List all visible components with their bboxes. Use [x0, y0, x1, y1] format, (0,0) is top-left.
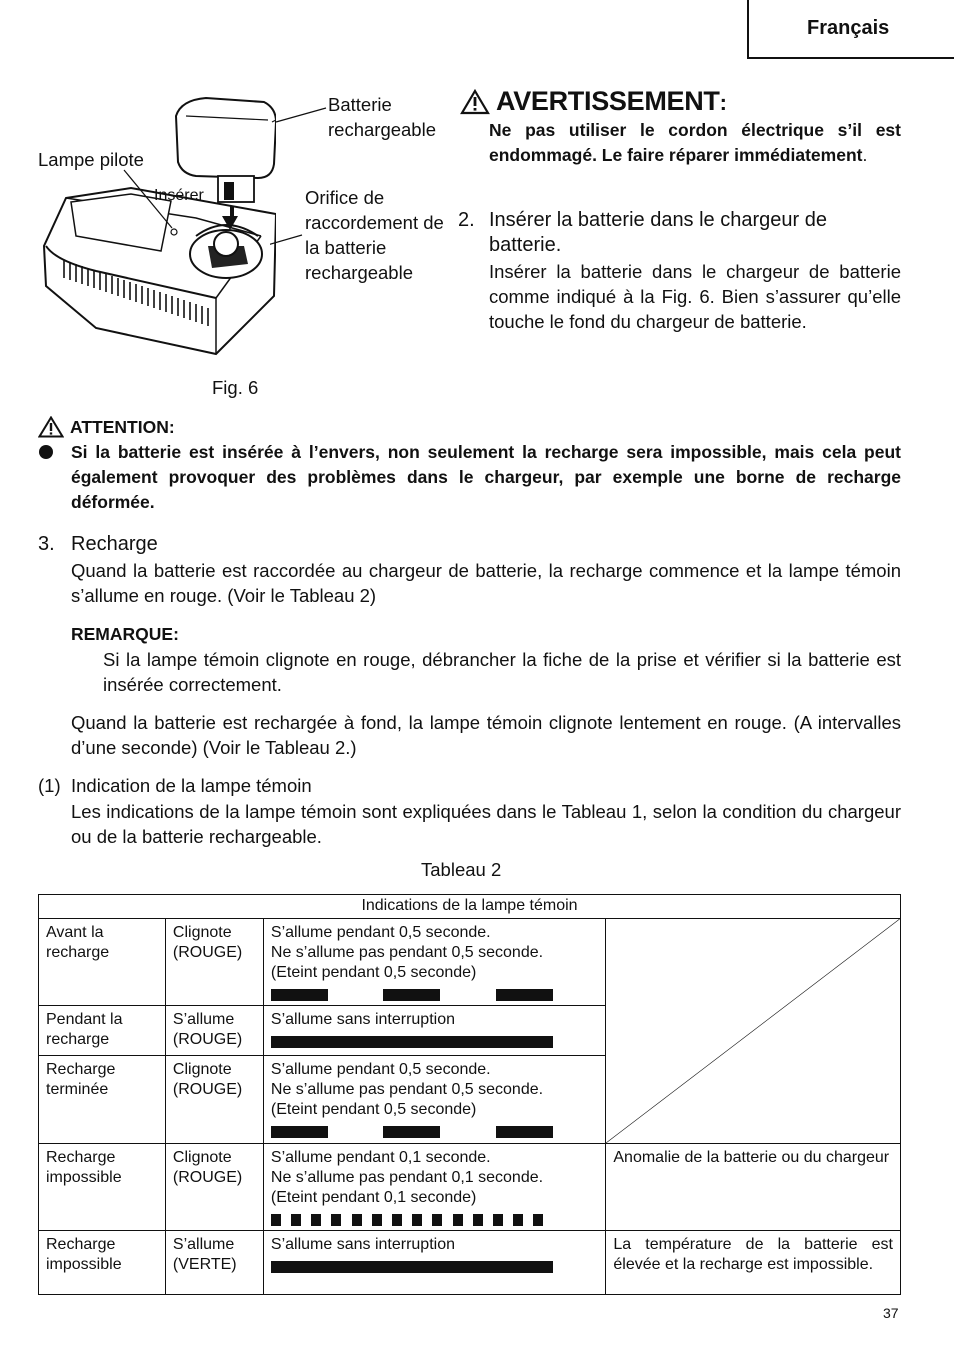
lamp-on-segment	[432, 1214, 442, 1226]
charger-illustration	[36, 86, 276, 366]
note-text: Si la lampe témoin clignote en rouge, débrancher la fiche de la prise et vérifier si la batterie est insérée correctement.	[103, 649, 901, 695]
lamp-on-segment	[271, 1036, 553, 1048]
sub1-title: Indication de la lampe témoin	[71, 775, 312, 796]
lamp-pattern	[271, 989, 598, 1001]
step2-number: 2.	[458, 209, 475, 231]
desc-cell: S’allume pendant 0,5 seconde. Ne s’allume pas pendant 0,5 seconde. (Eteint pendant 0,5 seconde)	[263, 1056, 605, 1144]
step2-body: Insérer la batterie dans le chargeur de batterie comme indiqué à la Fig. 6. Bien s’assurer qu’elle touche le fond du chargeur de batterie.	[489, 261, 901, 332]
diagonal-line	[606, 919, 900, 1143]
lamp-on-segment	[352, 1214, 362, 1226]
warning-triangle-icon	[38, 416, 64, 438]
table-header-row	[39, 895, 901, 919]
lamp-on-segment	[271, 1214, 281, 1226]
page-number: 37	[883, 1305, 899, 1321]
sub1-body: Les indications de la lampe témoin sont expliquées dans le Tableau 1, selon la condition du chargeur ou de la batterie rechargeable.	[71, 801, 901, 847]
lamp-on-segment	[271, 989, 328, 1001]
lamp-cell: S’allume (VERTE)	[165, 1231, 263, 1295]
state-cell: Avant la recharge	[39, 919, 166, 1006]
attention-title: ATTENTION:	[38, 416, 175, 438]
table-row	[39, 919, 901, 1006]
lamp-on-segment	[473, 1214, 483, 1226]
state-cell: Recharge impossible	[39, 1144, 166, 1231]
language-label: Français	[807, 17, 890, 39]
lamp-indication-table	[38, 894, 901, 1295]
lamp-on-segment	[291, 1214, 301, 1226]
lamp-pattern	[271, 1214, 598, 1226]
desc-cell: S’allume pendant 0,5 seconde. Ne s’allume pas pendant 0,5 seconde. (Eteint pendant 0,5 seconde)	[263, 919, 605, 1006]
table-row	[39, 1231, 901, 1295]
lamp-on-segment	[496, 989, 553, 1001]
attention-text: Si la batterie est insérée à l’envers, non seulement la recharge sera impossible, mais cela peut également provoquer des problèmes dans le chargeur, par exemple une borne de recharge déformée.	[71, 442, 901, 512]
empty-diagonal-cell	[606, 919, 901, 1144]
language-tab	[747, 0, 954, 59]
step3-body: Quand la batterie est raccordée au chargeur de batterie, la recharge commence et la lampe témoin s’allume en rouge. (Voir le Tableau 2)	[71, 560, 901, 606]
lamp-on-segment	[271, 1126, 328, 1138]
note-cell: La température de la batterie est élevée et la recharge est impossible.	[606, 1231, 901, 1295]
step3-number: 3.	[38, 533, 55, 555]
note-cell: Anomalie de la batterie ou du chargeur	[606, 1144, 901, 1231]
port-label: Orifice de raccordement de la batterie rechargeable	[305, 187, 444, 283]
step3-title: Recharge	[71, 533, 158, 555]
lamp-on-segment	[412, 1214, 422, 1226]
desc-cell: S’allume sans interruption	[263, 1231, 605, 1295]
table-row	[39, 1144, 901, 1231]
lamp-on-segment	[311, 1214, 321, 1226]
warning-triangle-icon	[460, 89, 490, 115]
lamp-on-segment	[496, 1126, 553, 1138]
warning-title: AVERTISSEMENT:	[460, 86, 727, 117]
table-header: Indications de la lampe témoin	[39, 895, 901, 919]
lamp-pattern	[271, 1036, 598, 1048]
sub1-number: (1)	[38, 775, 61, 796]
desc-cell: S’allume pendant 0,1 seconde. Ne s’allume pas pendant 0,1 seconde. (Eteint pendant 0,1 seconde)	[263, 1144, 605, 1231]
bullet-icon	[39, 445, 53, 459]
step3-body2: Quand la batterie est rechargée à fond, la lampe témoin clignote lentement en rouge. (A intervalles d’une seconde) (Voir le Tableau 2.)	[71, 712, 901, 758]
lamp-on-segment	[392, 1214, 402, 1226]
table-caption: Tableau 2	[421, 859, 502, 880]
lamp-on-segment	[383, 1126, 440, 1138]
lamp-on-segment	[493, 1214, 503, 1226]
step2-title: Insérer la batterie dans le chargeur de batterie.	[489, 209, 827, 256]
pilot-lamp-label: Lampe pilote	[38, 149, 144, 170]
insert-label: Insérer	[154, 187, 204, 204]
lamp-on-segment	[331, 1214, 341, 1226]
lamp-pattern	[271, 1126, 598, 1138]
lamp-on-segment	[513, 1214, 523, 1226]
lamp-on-segment	[533, 1214, 543, 1226]
lamp-on-segment	[372, 1214, 382, 1226]
state-cell: Recharge impossible	[39, 1231, 166, 1295]
lamp-on-segment	[453, 1214, 463, 1226]
battery-label: Batterie rechargeable	[328, 94, 436, 140]
lamp-cell: Clignote (ROUGE)	[165, 1056, 263, 1144]
lamp-cell: S’allume (ROUGE)	[165, 1006, 263, 1056]
lamp-on-segment	[271, 1261, 553, 1273]
lamp-on-segment	[383, 989, 440, 1001]
state-cell: Pendant la recharge	[39, 1006, 166, 1056]
note-title: REMARQUE:	[71, 624, 179, 644]
state-cell: Recharge terminée	[39, 1056, 166, 1144]
desc-cell: S’allume sans interruption	[263, 1006, 605, 1056]
lamp-cell: Clignote (ROUGE)	[165, 1144, 263, 1231]
figure-caption: Fig. 6	[212, 377, 259, 398]
lamp-pattern	[271, 1261, 598, 1273]
warning-text: Ne pas utiliser le cordon électrique s’il est endommagé. Le faire réparer immédiatement.	[489, 120, 901, 165]
lamp-cell: Clignote (ROUGE)	[165, 919, 263, 1006]
